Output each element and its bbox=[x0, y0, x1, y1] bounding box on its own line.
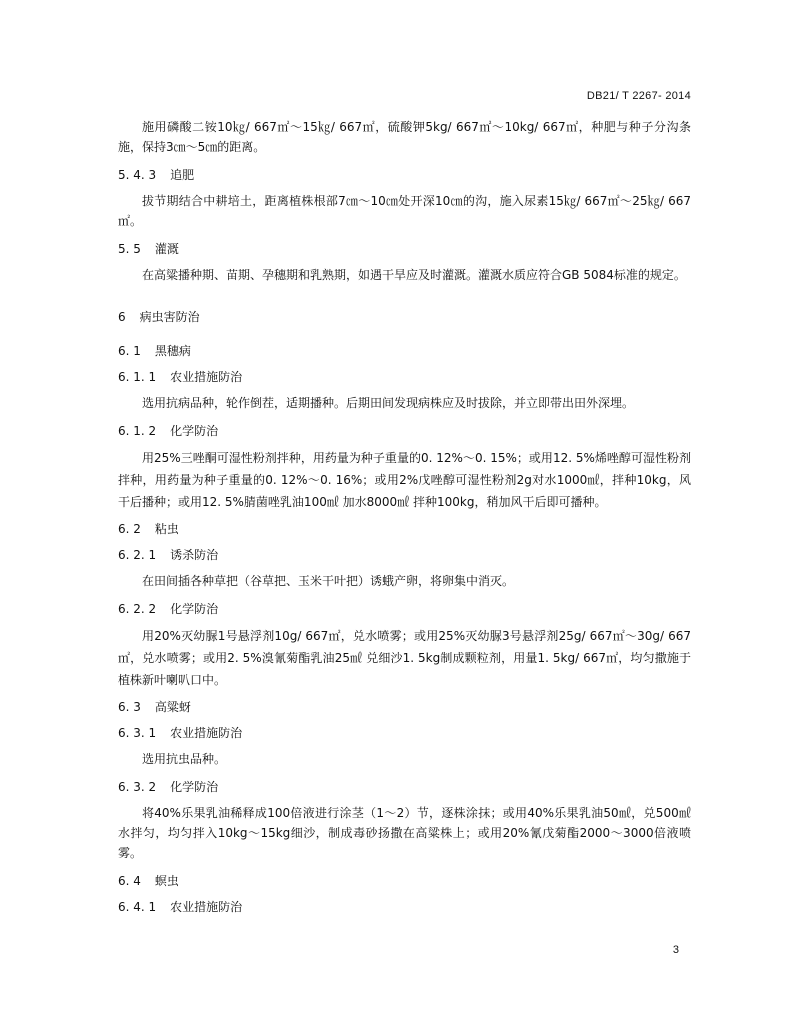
section-heading bbox=[118, 723, 691, 743]
document-body bbox=[118, 117, 691, 917]
section-number: 6. 2. 2 bbox=[118, 602, 157, 616]
paragraph: 施用磷酸二铵10㎏/ 667㎡～15㎏/ 667㎡，硫酸钾5kg/ 667㎡～10kg/ 667㎡，种肥与种子分沟条施，保持3㎝～5㎝的距离。 bbox=[118, 120, 691, 154]
section-number: 6. 1. 1 bbox=[118, 370, 157, 384]
section-number: 6. 3. 2 bbox=[118, 780, 157, 794]
section-heading bbox=[118, 545, 691, 565]
paragraph: 在高粱播种期、苗期、孕穗期和乳熟期，如遇干旱应及时灌溉。灌溉水质应符合GB 5084标准的规定。 bbox=[142, 268, 686, 282]
section-number: 6. 1. 2 bbox=[118, 424, 157, 438]
section-heading bbox=[118, 341, 691, 361]
paragraph: 用20%灭幼脲1号悬浮剂10g/ 667㎡，兑水喷雾；或用25%灭幼脲3号悬浮剂25g/ 667㎡～30g/ 667㎡，兑水喷雾；或用2. 5%溴氰菊酯乳油25㎖ 兑细沙1. 5kg制成颗粒剂，用量1. 5kg/ 667㎡，均匀撒施于植株新叶喇叭口中。 bbox=[118, 629, 691, 687]
section-heading bbox=[118, 367, 691, 387]
section-heading bbox=[118, 871, 691, 891]
paragraph: 选用抗病品种，轮作倒茬，适期播种。后期田间发现病株应及时拔除，并立即带出田外深埋。 bbox=[142, 396, 635, 410]
section-title: 化学防治 bbox=[170, 602, 219, 616]
section-heading bbox=[118, 519, 691, 539]
section-number: 5. 4. 3 bbox=[118, 168, 157, 182]
section-title: 灌溉 bbox=[154, 242, 179, 256]
section-heading bbox=[118, 697, 691, 717]
section-number: 6. 4 bbox=[118, 874, 141, 888]
section-title: 诱杀防治 bbox=[170, 548, 219, 562]
section-title: 农业措施防治 bbox=[170, 726, 243, 740]
page-number: 3 bbox=[672, 944, 679, 956]
section-heading bbox=[118, 599, 691, 619]
section-title: 病虫害防治 bbox=[139, 310, 200, 324]
section-number: 6. 4. 1 bbox=[118, 900, 157, 914]
section-title: 农业措施防治 bbox=[170, 370, 243, 384]
section-heading bbox=[118, 239, 691, 259]
section-heading bbox=[118, 421, 691, 441]
section-heading bbox=[118, 165, 691, 185]
section-title: 追肥 bbox=[170, 168, 195, 182]
section-title: 农业措施防治 bbox=[170, 900, 243, 914]
paragraph: 用25%三唑酮可湿性粉剂拌种，用药量为种子重量的0. 12%～0. 15%；或用12. 5%烯唑醇可湿性粉剂拌种，用药量为种子重量的0. 12%～0. 16%；或用2%戊唑醇可湿性粉剂2g对水1000㎖，拌种10kg，风干后播种；或用12. 5%腈菌唑乳油100㎖ 加水8000㎖ 拌种100kg，稍加风干后即可播种。 bbox=[118, 451, 691, 509]
paragraph: 将40%乐果乳油稀释成100倍液进行涂茎（1～2）节，逐株涂抹；或用40%乐果乳油50㎖，兑500㎖水拌匀，均匀拌入10kg～15kg细沙，制成毒砂扬撒在高粱株上；或用20%氰戊菊酯2000～3000倍液喷雾。 bbox=[118, 806, 691, 860]
section-heading bbox=[118, 777, 691, 797]
section-title: 螟虫 bbox=[154, 874, 179, 888]
paragraph: 在田间插各种草把（谷草把、玉米干叶把）诱蛾产卵，将卵集中消灭。 bbox=[142, 574, 515, 588]
section-heading bbox=[118, 897, 691, 917]
section-title: 黑穗病 bbox=[154, 344, 191, 358]
document-code: DB21/ T 2267- 2014 bbox=[586, 90, 691, 102]
section-number: 5. 5 bbox=[118, 242, 141, 256]
section-title: 高粱蚜 bbox=[154, 700, 191, 714]
section-number: 6. 2. 1 bbox=[118, 548, 157, 562]
section-title: 化学防治 bbox=[170, 424, 219, 438]
section-heading bbox=[118, 307, 691, 327]
section-title: 粘虫 bbox=[154, 522, 179, 536]
section-number: 6 bbox=[118, 310, 126, 324]
section-number: 6. 3. 1 bbox=[118, 726, 157, 740]
section-number: 6. 1 bbox=[118, 344, 141, 358]
paragraph: 选用抗虫品种。 bbox=[142, 752, 227, 766]
paragraph: 拔节期结合中耕培土，距离植株根部7㎝～10㎝处开深10㎝的沟，施入尿素15㎏/ 667㎡～25㎏/ 667㎡。 bbox=[118, 194, 691, 228]
section-number: 6. 2 bbox=[118, 522, 141, 536]
section-number: 6. 3 bbox=[118, 700, 141, 714]
section-title: 化学防治 bbox=[170, 780, 219, 794]
